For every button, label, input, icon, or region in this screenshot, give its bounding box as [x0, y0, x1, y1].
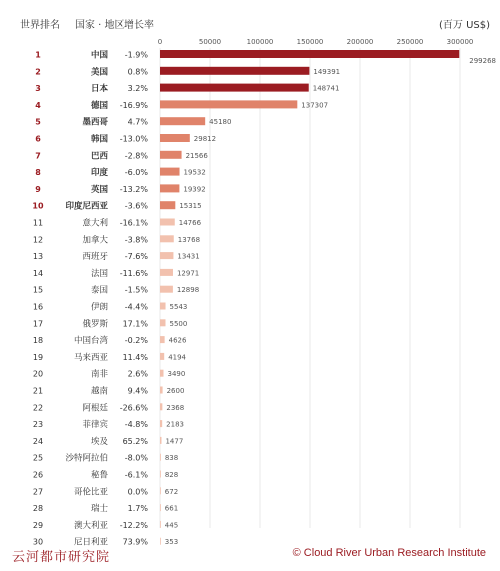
rank-label: 10	[32, 201, 44, 211]
value-label: 672	[164, 487, 179, 496]
table-row	[33, 234, 200, 245]
rank-label: 1	[35, 50, 41, 60]
country-label: 菲律宾	[82, 420, 108, 431]
bar	[160, 201, 175, 209]
country-label: 瑞士	[90, 504, 108, 515]
rank-label: 23	[32, 420, 44, 430]
growth-label: -2.8%	[124, 151, 148, 161]
country-label: 墨西哥	[82, 117, 108, 128]
value-label: 353	[164, 538, 179, 547]
growth-label: -12.2%	[119, 520, 148, 530]
value-label: 19532	[183, 168, 206, 177]
table-row	[33, 251, 200, 262]
x-tick-label: 0	[157, 38, 163, 46]
rank-label: 16	[32, 302, 44, 312]
growth-label: 11.4%	[122, 352, 148, 362]
value-label: 828	[164, 471, 179, 479]
rank-label: 22	[32, 403, 44, 413]
rank-label: 25	[32, 453, 44, 463]
table-row	[35, 150, 208, 161]
x-tick-label: 200000	[346, 38, 374, 46]
x-tick-label: 150000	[296, 38, 324, 46]
country-label: 巴西	[90, 151, 108, 162]
country-label: 埃及	[90, 436, 108, 447]
growth-label: 0.8%	[127, 67, 148, 77]
growth-label: 9.4%	[127, 386, 148, 396]
rank-label: 2	[35, 67, 41, 77]
rank-label: 5	[35, 117, 41, 127]
rank-label: 14	[32, 268, 44, 278]
bar	[160, 235, 174, 242]
bar	[160, 471, 161, 478]
x-tick-label: 100000	[246, 38, 274, 46]
table-row	[35, 117, 231, 128]
rank-label: 6	[35, 134, 41, 144]
growth-label: 2.6%	[127, 369, 148, 379]
table-row	[35, 184, 205, 195]
country-header: 国家 · 地区	[75, 20, 125, 31]
growth-label: -13.0%	[119, 134, 148, 144]
country-label: 泰国	[90, 285, 108, 296]
value-label: 149391	[313, 67, 341, 76]
rank-label: 18	[32, 336, 44, 346]
value-label: 2183	[166, 420, 185, 429]
bar	[160, 168, 180, 176]
growth-label: -7.6%	[124, 252, 148, 262]
value-label: 3490	[167, 370, 186, 379]
table-row	[35, 134, 216, 145]
country-label: 尼日利亚	[73, 537, 108, 548]
value-label: 445	[164, 521, 179, 530]
growth-label: -0.2%	[124, 336, 148, 346]
country-label: 韩国	[90, 134, 108, 145]
growth-label: 1.7%	[127, 504, 148, 514]
rank-label: 8	[35, 168, 41, 178]
bar	[160, 219, 175, 226]
country-label: 哥伦比亚	[73, 487, 108, 498]
bar	[160, 521, 161, 528]
country-label: 德国	[90, 100, 108, 111]
country-label: 澳大利亚	[73, 520, 108, 531]
table-row	[33, 486, 178, 497]
growth-label: -8.0%	[124, 453, 148, 463]
value-label: 661	[164, 504, 179, 513]
bar	[160, 303, 166, 310]
value-label: 5543	[169, 303, 188, 311]
growth-label: 4.7%	[127, 117, 148, 127]
country-label: 沙特阿拉伯	[65, 453, 108, 464]
bar	[160, 286, 173, 293]
footer-brand-label: 云河都市研究院	[12, 550, 111, 565]
value-label: 1477	[165, 437, 184, 446]
value-label: 4626	[168, 336, 187, 345]
bar	[160, 403, 162, 410]
bar	[160, 454, 161, 461]
bar	[160, 134, 190, 142]
bar	[160, 151, 182, 159]
growth-label: -3.8%	[124, 235, 148, 245]
growth-label: -4.8%	[124, 420, 148, 430]
table-row	[33, 369, 185, 380]
country-label: 俄罗斯	[82, 319, 108, 330]
bar	[160, 319, 166, 326]
rank-label: 7	[35, 151, 41, 161]
growth-label: -1.5%	[124, 285, 148, 295]
country-label: 法国	[90, 268, 108, 279]
rank-label: 27	[32, 487, 44, 497]
value-label: 5500	[169, 319, 188, 328]
table-row	[33, 285, 199, 296]
growth-label: 0.0%	[127, 487, 148, 497]
country-label: 秘鲁	[90, 470, 108, 481]
bar	[160, 420, 162, 427]
country-label: 日本	[90, 84, 108, 95]
growth-label: -3.6%	[124, 201, 148, 211]
country-label: 美国	[90, 67, 108, 78]
bar	[160, 50, 459, 58]
table-row	[33, 436, 183, 447]
value-label: 13768	[177, 235, 201, 244]
rank-label: 29	[32, 520, 44, 530]
table-row	[33, 268, 199, 279]
bar	[160, 184, 179, 192]
table-row	[32, 201, 201, 212]
value-label: 14766	[178, 219, 202, 227]
table-row	[35, 50, 496, 66]
rank-label: 3	[35, 84, 41, 94]
table-row	[35, 167, 206, 178]
table-row	[33, 352, 187, 363]
rank-label: 12	[32, 235, 44, 245]
growth-label: -4.4%	[124, 302, 148, 312]
growth-label: 73.9%	[122, 537, 148, 547]
rank-label: 9	[35, 184, 41, 194]
value-label: 137307	[301, 101, 329, 110]
value-label: 2600	[166, 387, 185, 395]
table-row	[35, 83, 339, 94]
country-label: 中国台湾	[73, 336, 108, 347]
bar	[160, 370, 163, 377]
value-label: 4194	[168, 353, 187, 362]
growth-label: -6.1%	[124, 470, 148, 480]
value-label: 299268	[469, 57, 496, 65]
table-row	[33, 470, 178, 481]
country-label: 越南	[90, 386, 108, 397]
bar	[160, 269, 173, 276]
growth-label: -16.1%	[119, 218, 148, 228]
country-label: 印度	[90, 168, 108, 179]
table-row	[33, 520, 178, 531]
rank-label: 4	[35, 100, 41, 110]
country-label: 阿根廷	[82, 403, 108, 414]
rank-label: 19	[32, 352, 44, 362]
unit-label: (百万 US$)	[438, 20, 490, 31]
bar	[160, 100, 297, 108]
x-tick-label: 300000	[446, 38, 474, 46]
growth-label: -6.0%	[124, 168, 148, 178]
bar	[160, 336, 165, 343]
growth-label: 3.2%	[127, 84, 148, 94]
bar	[160, 117, 205, 125]
table-row	[33, 453, 178, 464]
footer-copyright: © Cloud River Urban Research Institute	[292, 547, 486, 559]
value-label: 45180	[209, 118, 232, 127]
rank-label: 17	[32, 319, 44, 329]
bar	[160, 353, 164, 360]
country-label: 加拿大	[82, 235, 108, 246]
table-row	[33, 503, 178, 514]
country-label: 中国	[90, 50, 108, 61]
x-tick-label: 50000	[198, 38, 222, 46]
value-label: 15315	[179, 202, 202, 211]
rank-label: 26	[32, 470, 44, 480]
country-label: 西班牙	[82, 252, 108, 263]
value-label: 148741	[312, 84, 340, 93]
value-label: 13431	[177, 252, 200, 261]
value-label: 19392	[183, 185, 206, 194]
bar	[160, 504, 161, 511]
table-row	[33, 335, 187, 346]
value-label: 838	[164, 454, 179, 463]
bar	[160, 387, 163, 394]
x-tick-label: 250000	[396, 38, 424, 46]
value-label: 29812	[193, 135, 217, 143]
table-row	[33, 402, 184, 413]
bar	[160, 252, 173, 259]
table-row	[33, 386, 185, 397]
country-label: 伊朗	[90, 302, 108, 313]
bar	[160, 67, 309, 75]
growth-label: -26.6%	[119, 403, 148, 413]
table-row	[33, 419, 184, 430]
rank-header: 世界排名	[20, 20, 60, 31]
rank-label: 24	[32, 436, 44, 446]
country-label: 南非	[90, 369, 108, 380]
bar	[160, 437, 161, 444]
growth-label: -13.2%	[119, 184, 148, 194]
value-label: 12971	[176, 269, 200, 278]
footer	[0, 537, 500, 571]
rank-label: 30	[32, 537, 44, 547]
table-row	[33, 318, 187, 329]
table-row	[33, 218, 202, 229]
growth-label: -16.9%	[119, 100, 148, 110]
country-label: 英国	[90, 184, 108, 195]
rank-label: 21	[32, 386, 44, 396]
rank-label: 13	[32, 252, 44, 262]
country-label: 意大利	[82, 218, 108, 229]
growth-label: 17.1%	[122, 319, 148, 329]
table-row	[35, 66, 340, 77]
rank-label: 11	[32, 218, 44, 228]
value-label: 12898	[176, 286, 200, 295]
table-row	[35, 100, 328, 111]
bar	[160, 84, 309, 92]
value-label: 2368	[166, 403, 185, 412]
country-label: 印度尼西亚	[65, 201, 108, 212]
bar	[160, 487, 161, 494]
growth-label: -1.9%	[124, 50, 148, 60]
rank-label: 15	[32, 285, 44, 295]
value-label: 21566	[185, 151, 208, 160]
growth-label: -11.6%	[119, 268, 148, 278]
rank-label: 28	[32, 504, 44, 514]
growth-label: 65.2%	[122, 436, 148, 446]
rank-label: 20	[32, 369, 44, 379]
growth-header: 增长率	[124, 20, 154, 31]
country-label: 马来西亚	[73, 352, 108, 363]
table-row	[33, 302, 187, 313]
